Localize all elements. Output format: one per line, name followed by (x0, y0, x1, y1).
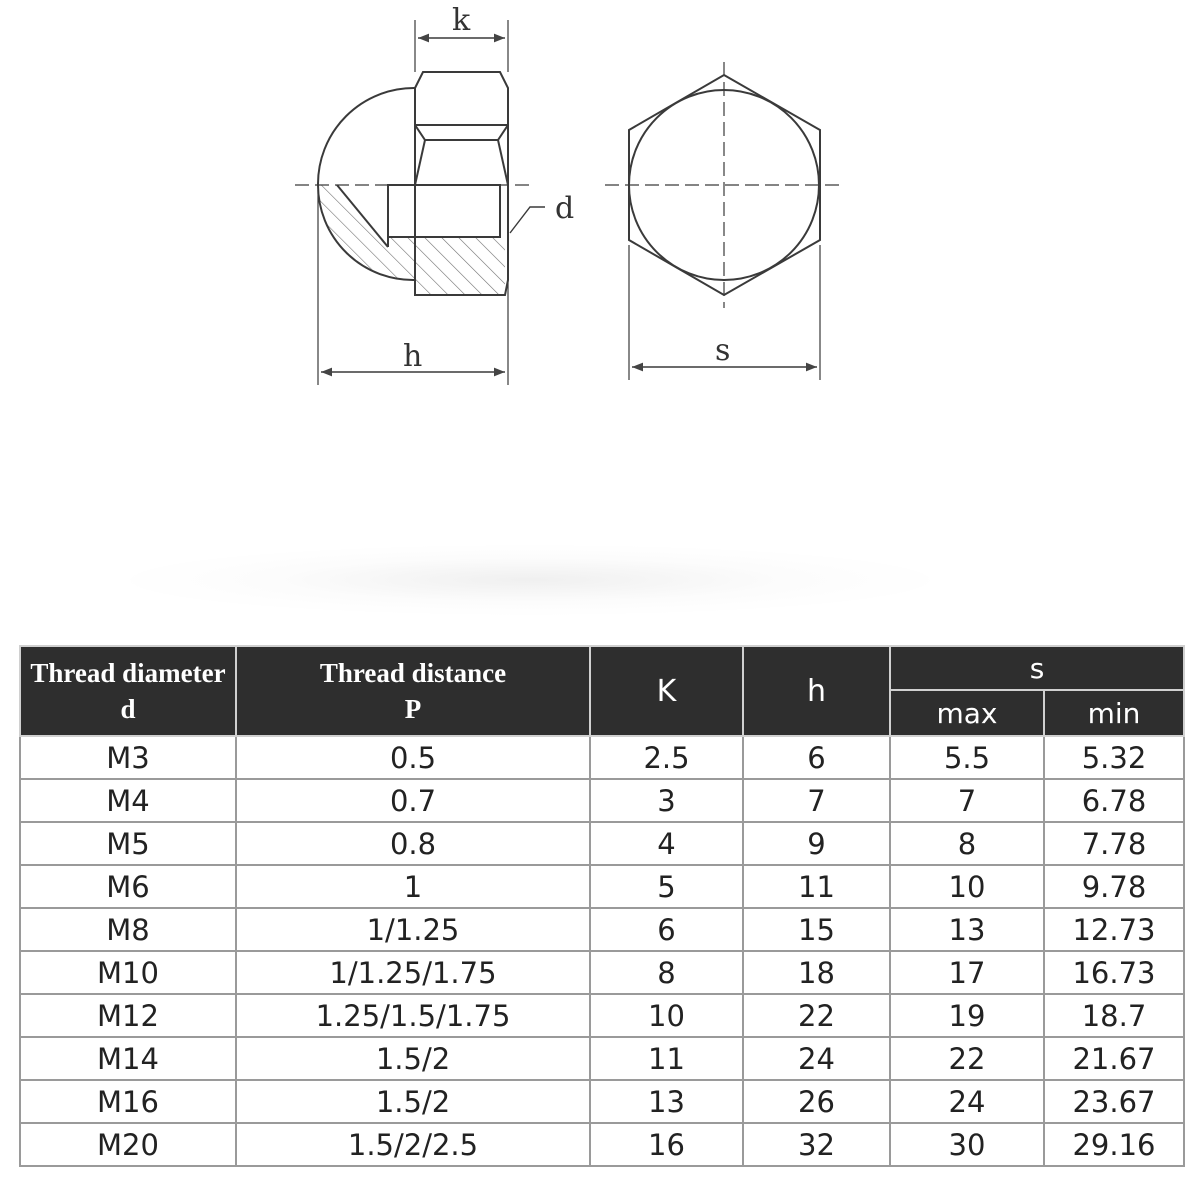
cell-s-min: 5.32 (1044, 736, 1184, 779)
cell-k: 4 (590, 822, 743, 865)
cell-thread-distance: 1 (236, 865, 590, 908)
table-row (20, 1080, 1184, 1123)
table-row (20, 865, 1184, 908)
cell-thread-distance: 1/1.25/1.75 (236, 951, 590, 994)
cell-thread-diameter: M20 (20, 1123, 236, 1166)
table-row (20, 908, 1184, 951)
cell-k: 6 (590, 908, 743, 951)
cell-k: 3 (590, 779, 743, 822)
cell-s-max: 10 (890, 865, 1044, 908)
header-thread-diameter (20, 646, 236, 736)
header-row (20, 646, 1184, 690)
header-thread-diameter-line1: Thread diameter (30, 658, 226, 688)
thread-bore (388, 185, 500, 237)
cell-thread-distance: 1/1.25 (236, 908, 590, 951)
cell-s-max: 30 (890, 1123, 1044, 1166)
table-row (20, 1123, 1184, 1166)
cell-s-min: 23.67 (1044, 1080, 1184, 1123)
table-row (20, 951, 1184, 994)
cell-thread-diameter: M6 (20, 865, 236, 908)
header-s-min: min (1044, 690, 1184, 736)
cell-thread-diameter: M14 (20, 1037, 236, 1080)
cell-thread-diameter: M4 (20, 779, 236, 822)
table-row (20, 1037, 1184, 1080)
cell-thread-distance: 1.25/1.5/1.75 (236, 994, 590, 1037)
cell-k: 13 (590, 1080, 743, 1123)
cell-s-max: 5.5 (890, 736, 1044, 779)
table-row (20, 736, 1184, 779)
cell-s-min: 29.16 (1044, 1123, 1184, 1166)
header-h: h (743, 646, 890, 736)
cell-s-min: 7.78 (1044, 822, 1184, 865)
cell-s-max: 17 (890, 951, 1044, 994)
cell-thread-distance: 0.7 (236, 779, 590, 822)
cell-s-max: 19 (890, 994, 1044, 1037)
cell-thread-diameter: M16 (20, 1080, 236, 1123)
cell-h: 9 (743, 822, 890, 865)
cell-thread-diameter: M12 (20, 994, 236, 1037)
cell-s-min: 6.78 (1044, 779, 1184, 822)
cell-thread-distance: 0.5 (236, 736, 590, 779)
specification-table (19, 645, 1185, 1167)
header-s: s (890, 646, 1184, 690)
header-s-max: max (890, 690, 1044, 736)
cell-s-min: 16.73 (1044, 951, 1184, 994)
cell-s-max: 8 (890, 822, 1044, 865)
hex-body (415, 72, 508, 125)
header-thread-distance-line2: P (404, 694, 422, 724)
table-row (20, 779, 1184, 822)
label-h: h (403, 339, 423, 374)
table-row (20, 994, 1184, 1037)
cell-s-max: 24 (890, 1080, 1044, 1123)
label-d: d (555, 191, 575, 226)
cell-s-max: 7 (890, 779, 1044, 822)
cell-h: 24 (743, 1037, 890, 1080)
cell-thread-distance: 1.5/2 (236, 1037, 590, 1080)
cell-s-max: 22 (890, 1037, 1044, 1080)
section-hatch (318, 185, 505, 295)
cell-h: 15 (743, 908, 890, 951)
cell-thread-distance: 1.5/2 (236, 1080, 590, 1123)
side-view (295, 20, 545, 385)
header-thread-diameter-line2: d (120, 694, 136, 724)
cell-h: 18 (743, 951, 890, 994)
header-thread-distance-line1: Thread distance (319, 658, 507, 688)
cell-h: 6 (743, 736, 890, 779)
cell-thread-distance: 0.8 (236, 822, 590, 865)
header-k: K (590, 646, 743, 736)
cell-k: 16 (590, 1123, 743, 1166)
cell-h: 7 (743, 779, 890, 822)
cell-s-min: 9.78 (1044, 865, 1184, 908)
cell-k: 10 (590, 994, 743, 1037)
cell-thread-diameter: M8 (20, 908, 236, 951)
label-s: s (715, 333, 731, 368)
cell-k: 11 (590, 1037, 743, 1080)
cell-k: 8 (590, 951, 743, 994)
cell-thread-distance: 1.5/2/2.5 (236, 1123, 590, 1166)
cell-h: 22 (743, 994, 890, 1037)
cell-h: 32 (743, 1123, 890, 1166)
label-k: k (452, 3, 471, 38)
cell-s-max: 13 (890, 908, 1044, 951)
table-row (20, 822, 1184, 865)
cell-k: 2.5 (590, 736, 743, 779)
cell-s-min: 18.7 (1044, 994, 1184, 1037)
header-thread-distance (236, 646, 590, 736)
cell-thread-diameter: M5 (20, 822, 236, 865)
cell-thread-diameter: M3 (20, 736, 236, 779)
cell-s-min: 21.67 (1044, 1037, 1184, 1080)
cell-s-min: 12.73 (1044, 908, 1184, 951)
cell-thread-diameter: M10 (20, 951, 236, 994)
table-body (20, 736, 1184, 1166)
cell-h: 11 (743, 865, 890, 908)
cell-k: 5 (590, 865, 743, 908)
cell-h: 26 (743, 1080, 890, 1123)
